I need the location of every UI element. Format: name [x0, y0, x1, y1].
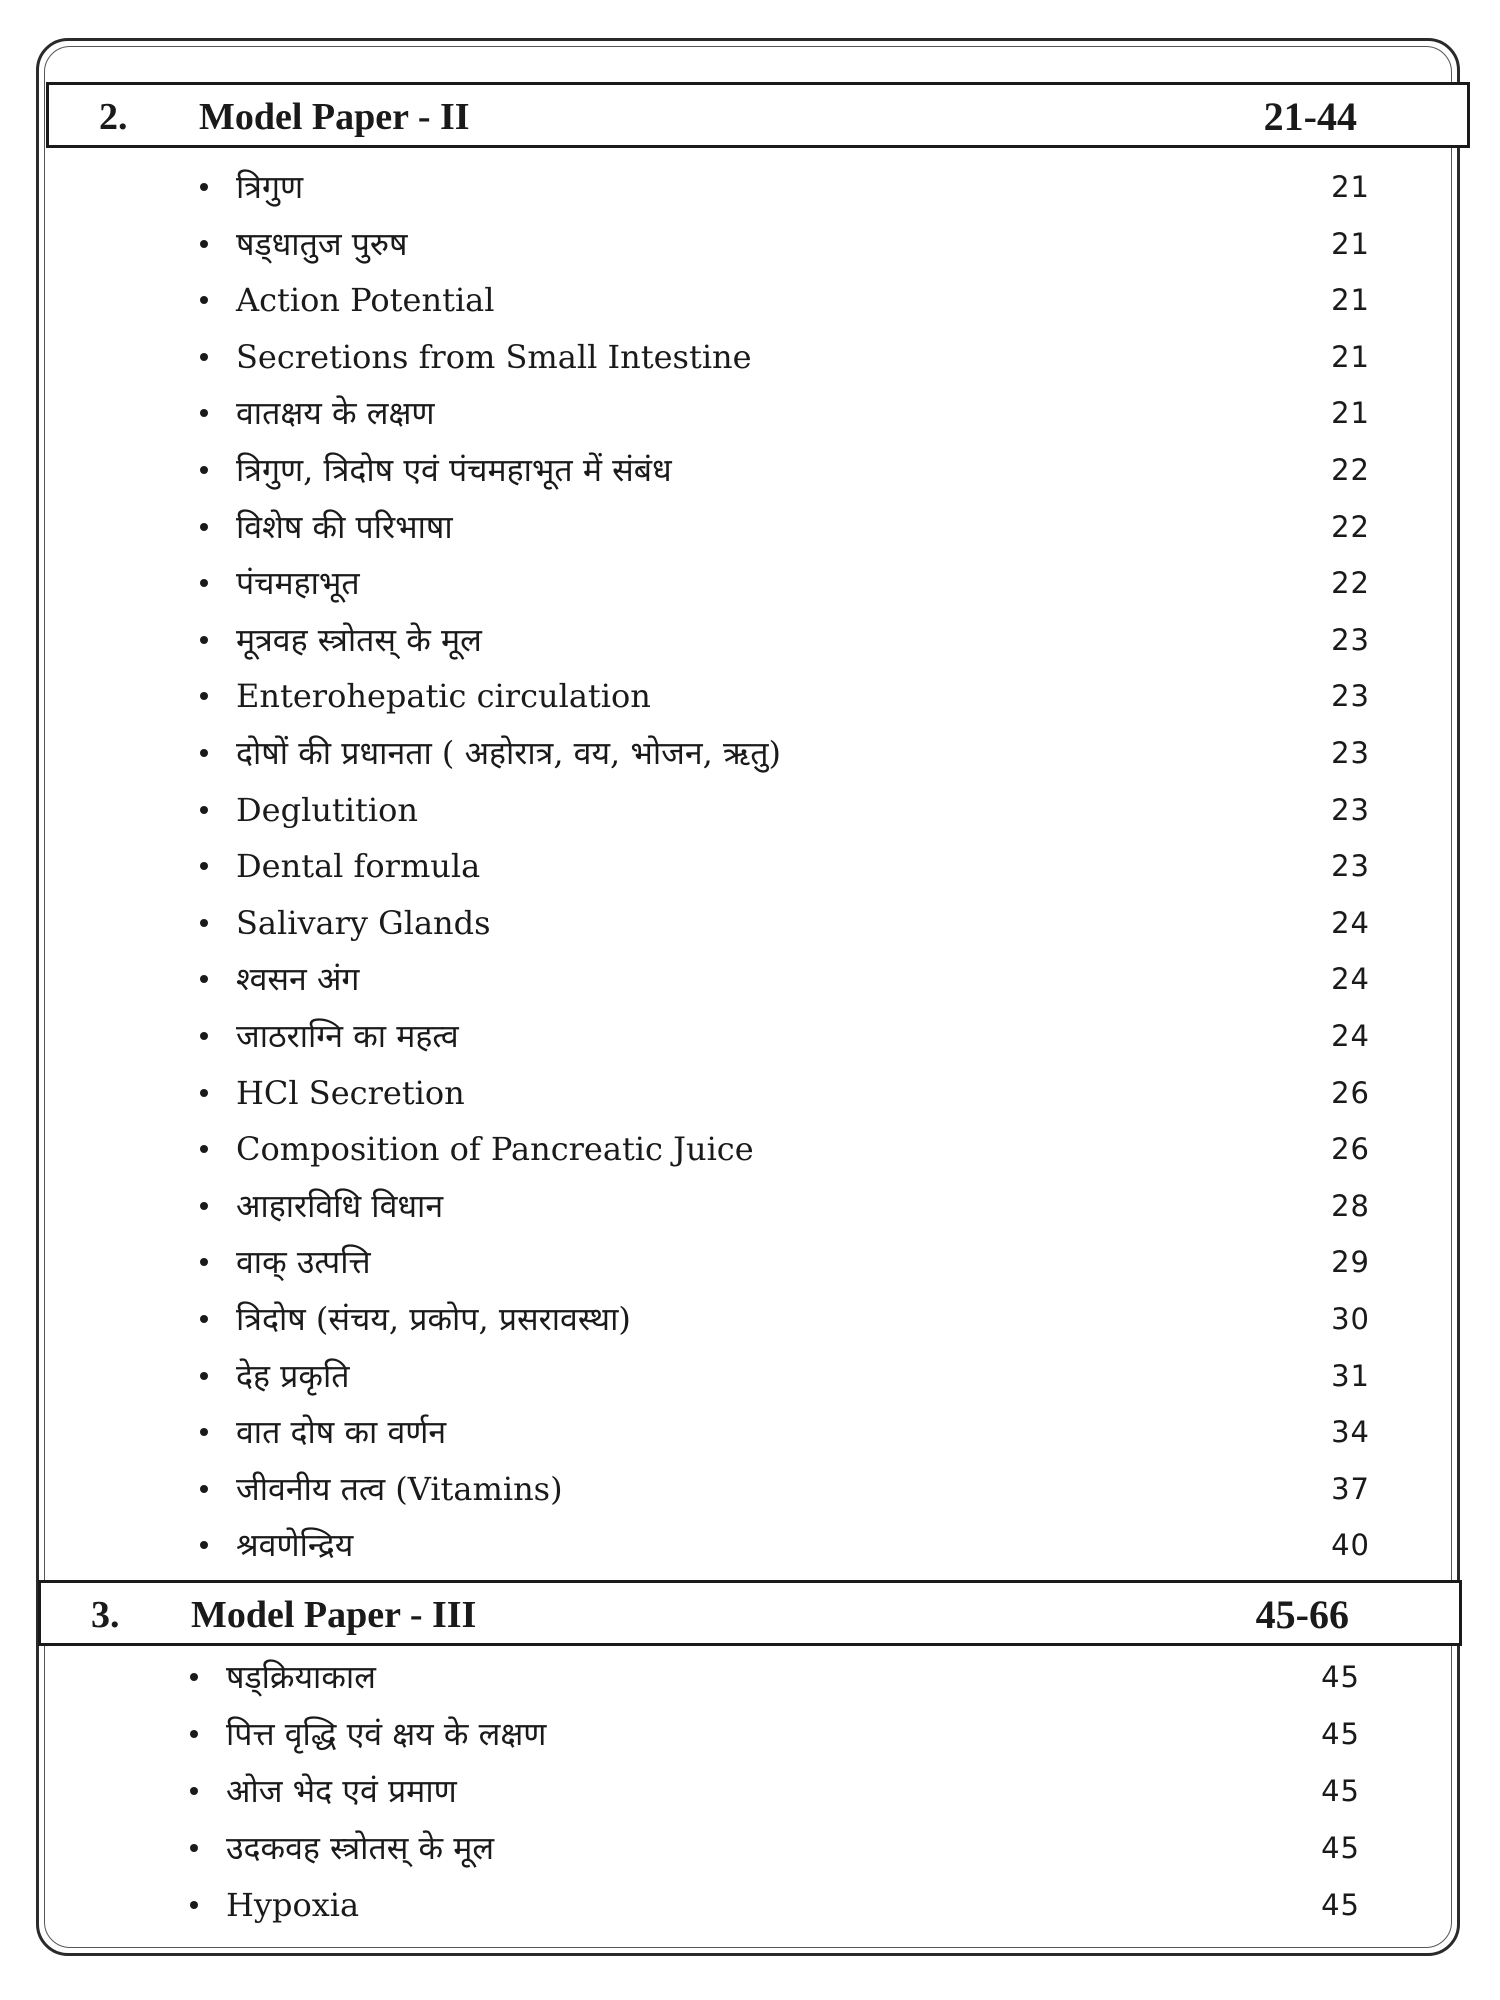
bullet-icon	[200, 749, 208, 757]
toc-entry-label: उदकवह स्त्रोतस् के मूल	[226, 1829, 495, 1867]
toc-entry-label: वात दोष का वर्णन	[236, 1413, 447, 1452]
toc-entry-page: 23	[1331, 736, 1370, 770]
bullet-icon	[200, 1541, 208, 1549]
toc-entry-page: 23	[1331, 792, 1370, 827]
toc-entry-label: त्रिदोष (संचय, प्रकोप, प्रसरावस्था)	[236, 1300, 631, 1338]
toc-entry-page: 30	[1331, 1302, 1370, 1336]
toc-entry-page: 21	[1331, 396, 1370, 431]
toc-entry	[200, 1181, 1370, 1231]
toc-entry	[200, 785, 1370, 835]
toc-entry	[200, 1068, 1370, 1118]
toc-entry-page: 24	[1331, 1019, 1370, 1053]
toc-entry-page: 22	[1331, 566, 1370, 601]
toc-entry-page: 45	[1321, 1774, 1360, 1808]
toc-entry-page: 21	[1331, 339, 1370, 374]
section-number: 2.	[99, 96, 128, 138]
bullet-icon	[200, 1145, 208, 1153]
section-title: Model Paper - III	[191, 1594, 477, 1636]
toc-entry-page: 45	[1321, 1831, 1360, 1865]
toc-entry-page: 29	[1331, 1245, 1370, 1280]
bullet-icon	[200, 1202, 208, 1210]
toc-entry	[200, 954, 1370, 1004]
section-header	[38, 1580, 1462, 1646]
toc-entry-page: 26	[1331, 1132, 1370, 1167]
toc-entry	[200, 558, 1370, 608]
bullet-icon	[200, 409, 208, 417]
bullet-icon	[200, 806, 208, 814]
toc-entry-page: 26	[1331, 1075, 1370, 1110]
bullet-icon	[200, 466, 208, 474]
toc-entry	[200, 841, 1370, 891]
toc-entry-page: 45	[1321, 1717, 1360, 1751]
bullet-icon	[190, 1730, 198, 1738]
toc-entry	[190, 1823, 1360, 1873]
bullet-icon	[200, 296, 208, 304]
toc-entry-label: विशेष की परिभाषा	[236, 507, 453, 546]
toc-entry-label: षड्धातुज पुरुष	[236, 224, 408, 263]
toc-entry-label: श्वसन अंग	[236, 960, 360, 999]
toc-entry-label: मूत्रवह स्त्रोतस् के मूल	[236, 620, 482, 659]
bullet-icon	[200, 1258, 208, 1266]
bullet-icon	[200, 1428, 208, 1436]
bullet-icon	[200, 975, 208, 983]
bullet-icon	[200, 1032, 208, 1040]
toc-entry-page: 24	[1331, 962, 1370, 997]
bullet-icon	[200, 579, 208, 587]
bullet-icon	[190, 1787, 198, 1795]
bullet-icon	[200, 240, 208, 248]
toc-entry	[190, 1652, 1360, 1702]
toc-entry-page: 45	[1321, 1888, 1360, 1922]
toc-entry-page: 21	[1331, 283, 1370, 318]
toc-entry-label: पित्त वृद्धि एवं क्षय के लक्षण	[226, 1715, 547, 1753]
toc-entry-label: वातक्षय के लक्षण	[236, 394, 435, 433]
toc-entry	[200, 275, 1370, 325]
toc-entry-page: 21	[1331, 226, 1370, 261]
bullet-icon	[200, 523, 208, 531]
bullet-icon	[200, 1372, 208, 1380]
toc-entry	[200, 332, 1370, 382]
toc-entry	[200, 615, 1370, 665]
toc-entry	[200, 219, 1370, 269]
toc-entry	[200, 1011, 1370, 1061]
toc-entry-page: 23	[1331, 849, 1370, 884]
toc-entry-label: देह प्रकृति	[236, 1356, 350, 1395]
bullet-icon	[200, 183, 208, 191]
toc-entry-label: ओज भेद एवं प्रमाण	[226, 1772, 457, 1810]
toc-entry-page: 21	[1331, 170, 1370, 204]
toc-entry	[200, 671, 1370, 721]
toc-entry-page: 37	[1331, 1471, 1370, 1506]
toc-entry-label: Composition of Pancreatic Juice	[236, 1130, 754, 1169]
bullet-icon	[190, 1901, 198, 1909]
toc-entry-page: 31	[1331, 1358, 1370, 1393]
section-page-range: 21-44	[1263, 94, 1357, 139]
bullet-icon	[200, 919, 208, 927]
toc-entry-label: HCl Secretion	[236, 1073, 465, 1112]
toc-entry	[190, 1766, 1360, 1816]
bullet-icon	[200, 692, 208, 700]
section-number: 3.	[91, 1594, 120, 1636]
toc-entry-label: Dental formula	[236, 847, 481, 886]
toc-entry-label: षड्क्रियाकाल	[226, 1658, 376, 1696]
toc-entry-label: Hypoxia	[226, 1886, 360, 1924]
toc-entry-label: Action Potential	[236, 281, 495, 320]
toc-entry-label: जाठराग्नि का महत्व	[236, 1017, 459, 1055]
toc-entry	[200, 1237, 1370, 1287]
toc-entry	[200, 1407, 1370, 1457]
bullet-icon	[200, 636, 208, 644]
bullet-icon	[200, 1485, 208, 1493]
toc-entry	[200, 1124, 1370, 1174]
toc-entry-label: Salivary Glands	[236, 903, 491, 942]
section-header	[46, 82, 1470, 148]
toc-entry-label: Secretions from Small Intestine	[236, 337, 752, 376]
toc-entry-page: 23	[1331, 679, 1370, 714]
bullet-icon	[200, 353, 208, 361]
toc-entry-page: 22	[1331, 453, 1370, 487]
toc-entry-label: जीवनीय तत्व (Vitamins)	[236, 1469, 563, 1508]
toc-entry-page: 23	[1331, 622, 1370, 657]
toc-entry-label: वाक् उत्पत्ति	[236, 1243, 371, 1282]
toc-entry	[200, 1520, 1370, 1570]
toc-entry-label: दोषों की प्रधानता ( अहोरात्र, वय, भोजन, ऋतु)	[236, 734, 782, 772]
toc-entry	[190, 1709, 1360, 1759]
bullet-icon	[190, 1673, 198, 1681]
toc-entry-label: Deglutition	[236, 790, 418, 829]
section-page-range: 45-66	[1255, 1592, 1349, 1637]
toc-entry-page: 34	[1331, 1415, 1370, 1450]
toc-entry-label: त्रिगुण, त्रिदोष एवं पंचमहाभूत में संबंध	[236, 451, 672, 489]
toc-entry	[200, 728, 1370, 778]
toc-entry-label: त्रिगुण	[236, 168, 304, 206]
toc-entry	[200, 1351, 1370, 1401]
section-title: Model Paper - II	[199, 96, 470, 138]
toc-entry	[200, 445, 1370, 495]
toc-entry	[200, 1464, 1370, 1514]
toc-entry-page: 28	[1331, 1188, 1370, 1223]
toc-entry-page: 45	[1321, 1660, 1360, 1694]
bullet-icon	[190, 1844, 198, 1852]
toc-entry-page: 40	[1331, 1528, 1370, 1563]
bullet-icon	[200, 1315, 208, 1323]
toc-entry	[200, 162, 1370, 212]
bullet-icon	[200, 1089, 208, 1097]
toc-entry	[200, 388, 1370, 438]
toc-entry-label: पंचमहाभूत	[236, 564, 360, 603]
toc-entry-page: 24	[1331, 905, 1370, 940]
toc-entry	[200, 502, 1370, 552]
toc-entry	[200, 898, 1370, 948]
bullet-icon	[200, 862, 208, 870]
toc-entry-label: Enterohepatic circulation	[236, 677, 651, 716]
toc-entry	[200, 1294, 1370, 1344]
toc-entry-label: श्रवणेन्द्रिय	[236, 1526, 354, 1565]
toc-entry-page: 22	[1331, 509, 1370, 544]
toc-entry-label: आहारविधि विधान	[236, 1186, 444, 1225]
toc-entry	[190, 1880, 1360, 1930]
